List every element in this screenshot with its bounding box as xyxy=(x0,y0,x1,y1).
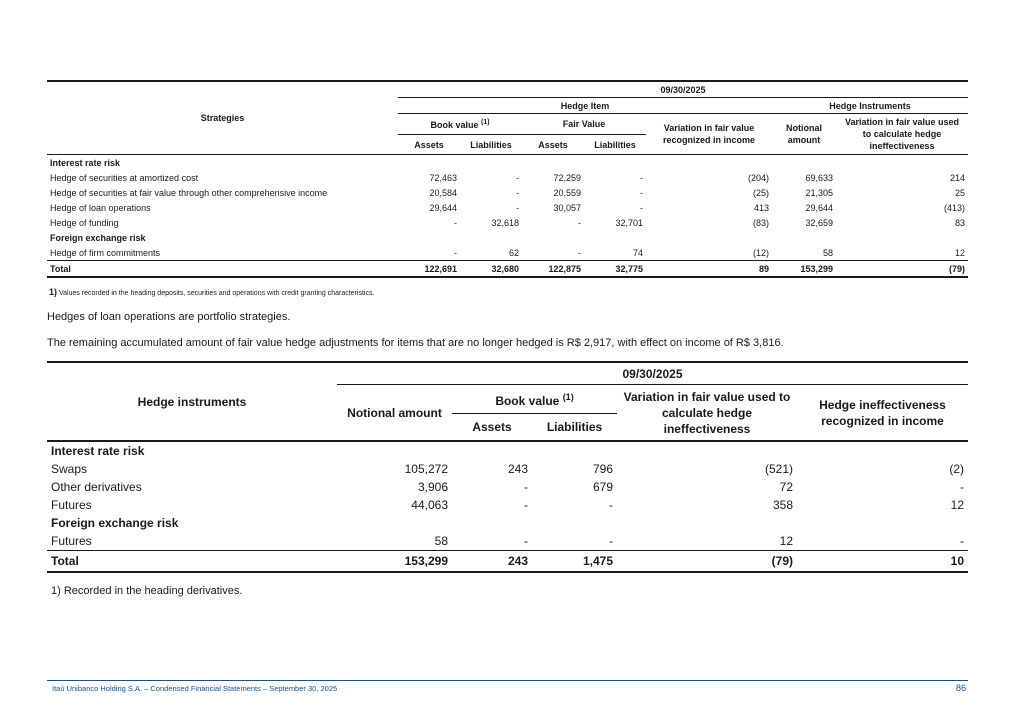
table-cell: 25 xyxy=(954,187,965,198)
table-cell: - xyxy=(578,247,581,258)
table-cell: - xyxy=(524,498,528,512)
table-cell: (83) xyxy=(752,217,769,228)
table-cell: 58 xyxy=(822,247,833,258)
table-cell: (413) xyxy=(943,202,965,213)
table-cell: 32,618 xyxy=(491,217,519,228)
book-value-header: Book value $^{(1)}$ xyxy=(398,114,522,135)
table-cell: - xyxy=(609,534,613,548)
table2-footnote: 1) Recorded in the heading derivatives. xyxy=(51,585,243,597)
table-cell: - xyxy=(640,187,643,198)
total-cell: 32,775 xyxy=(584,261,646,278)
table-cell: 62 xyxy=(508,247,519,258)
total-label: Total xyxy=(47,551,337,573)
table-cell: 413 xyxy=(753,202,769,213)
strategies-header: Strategies xyxy=(47,81,398,155)
table-cell: - xyxy=(524,480,528,494)
table-cell: 12 xyxy=(954,247,965,258)
fv-assets-header: Assets xyxy=(522,135,584,155)
total-cell: 243 xyxy=(452,551,532,573)
footer-divider xyxy=(47,680,968,681)
hedge-instruments-header: Hedge instruments xyxy=(47,362,337,441)
book-value-header: Book value $^{(1)}$ xyxy=(452,385,617,414)
table-cell: - xyxy=(454,247,457,258)
table-cell: 72,463 xyxy=(429,172,457,183)
table-row xyxy=(47,200,968,215)
table-cell: (25) xyxy=(752,187,769,198)
paragraph-portfolio: Hedges of loan operations are portfolio strategies. xyxy=(47,311,291,323)
row-label: Hedge of firm commitments xyxy=(50,247,161,258)
table-cell: 32,701 xyxy=(615,217,643,228)
table-cell: - xyxy=(609,498,613,512)
row-label: Hedge of loan operations xyxy=(50,202,151,213)
total-cell: 122,691 xyxy=(398,261,460,278)
notional-header: Notional amount xyxy=(772,114,836,155)
hedge-instruments-table xyxy=(47,361,968,573)
total-cell: 89 xyxy=(646,261,772,278)
table-row xyxy=(47,496,968,514)
table-cell: 105,272 xyxy=(404,462,448,476)
row-label: Futures xyxy=(51,498,92,512)
total-label: Total xyxy=(47,261,398,278)
table-cell: 12 xyxy=(950,498,964,512)
row-label: Swaps xyxy=(51,462,88,476)
table-cell: 30,057 xyxy=(553,202,581,213)
table-row xyxy=(47,478,968,496)
row-label: Hedge of securities at amortized cost xyxy=(50,172,199,183)
table-row xyxy=(47,215,968,230)
ineff-income-header: Hedge ineffectiveness recognized in income xyxy=(797,385,968,442)
table-cell: 12 xyxy=(779,534,793,548)
table-cell: - xyxy=(578,217,581,228)
table1-footnote: 1) Values recorded in the heading deposits, securities and operations with credit granting characteristics. xyxy=(49,287,375,297)
table-cell: - xyxy=(524,534,528,548)
total-cell: 1,475 xyxy=(532,551,617,573)
total-cell: 153,299 xyxy=(337,551,452,573)
table-cell: 69,633 xyxy=(805,172,833,183)
table-cell: - xyxy=(516,187,519,198)
table-row xyxy=(47,185,968,200)
table-cell: 3,906 xyxy=(417,480,448,494)
section-heading: Interest rate risk xyxy=(51,444,145,458)
notional-header: Notional amount xyxy=(337,385,452,442)
fv-liabilities-header: Liabilities xyxy=(584,135,646,155)
table-cell: 243 xyxy=(507,462,528,476)
table-cell: - xyxy=(516,172,519,183)
hedge-instruments-header: Hedge Instruments xyxy=(772,98,968,114)
table-row xyxy=(47,245,968,261)
table-cell: 214 xyxy=(949,172,965,183)
total-cell: (79) xyxy=(617,551,797,573)
table-cell: 74 xyxy=(632,247,643,258)
section-heading-row xyxy=(47,230,968,245)
table-cell: 29,644 xyxy=(429,202,457,213)
table-cell: 796 xyxy=(592,462,613,476)
table-cell: - xyxy=(640,202,643,213)
table-cell: (521) xyxy=(764,462,793,476)
row-label: Hedge of securities at fair value through other comprehensive income xyxy=(50,187,328,198)
section-heading-row xyxy=(47,155,968,171)
table-row xyxy=(47,170,968,185)
table-cell: 20,559 xyxy=(553,187,581,198)
section-heading: Interest rate risk xyxy=(50,157,121,168)
table-cell: 20,584 xyxy=(429,187,457,198)
table-cell: - xyxy=(640,172,643,183)
table-cell: (2) xyxy=(949,462,964,476)
table-cell: 29,644 xyxy=(805,202,833,213)
bv-liabilities-header: Liabilities xyxy=(532,414,617,442)
date-header: 09/30/2025 xyxy=(337,362,968,385)
table-cell: - xyxy=(516,202,519,213)
row-label: Other derivatives xyxy=(51,480,142,494)
total-cell: 122,875 xyxy=(522,261,584,278)
page-number: 86 xyxy=(955,683,966,693)
variation-ineff-header: Variation in fair value used to calculate hedge ineffectiveness xyxy=(617,385,797,442)
bv-liabilities-header: Liabilities xyxy=(460,135,522,155)
row-label: Futures xyxy=(51,534,92,548)
row-label: Hedge of funding xyxy=(50,217,119,228)
table-cell: (204) xyxy=(747,172,769,183)
table-cell: 32,659 xyxy=(805,217,833,228)
fair-value-header: Fair Value xyxy=(522,114,646,135)
section-heading: Foreign exchange risk xyxy=(50,232,146,243)
date-header: 09/30/2025 xyxy=(398,81,968,98)
total-cell: 153,299 xyxy=(772,261,836,278)
table-cell: 44,063 xyxy=(411,498,448,512)
bv-assets-header: Assets xyxy=(398,135,460,155)
section-heading-row xyxy=(47,514,968,532)
table-cell: 83 xyxy=(954,217,965,228)
table-cell: 679 xyxy=(592,480,613,494)
variation-income-header: Variation in fair value recognized in income xyxy=(646,114,772,155)
hedge-item-header: Hedge Item xyxy=(398,98,772,114)
table-cell: 72,259 xyxy=(553,172,581,183)
bv-assets-header: Assets xyxy=(452,414,532,442)
table-cell: 58 xyxy=(434,534,448,548)
paragraph-remaining-adjustments: The remaining accumulated amount of fair value hedge adjustments for items that are no longer hedged is R$ 2,917, with effect on income of R$ 3,816. xyxy=(47,337,784,349)
variation-ineff-header: Variation in fair value used to calculate hedge ineffectiveness xyxy=(836,114,968,155)
table-row xyxy=(47,460,968,478)
total-cell: (79) xyxy=(836,261,968,278)
total-cell: 10 xyxy=(797,551,968,573)
table-cell: 358 xyxy=(772,498,793,512)
hedge-strategies-table xyxy=(47,80,968,278)
table-cell: - xyxy=(454,217,457,228)
total-cell: 32,680 xyxy=(460,261,522,278)
section-heading-row xyxy=(47,441,968,460)
footer-text: Itaú Unibanco Holding S.A. – Condensed Financial Statements – September 30, 2025 xyxy=(52,684,338,693)
section-heading: Foreign exchange risk xyxy=(51,516,179,530)
table-cell: 72 xyxy=(779,480,793,494)
table-cell: - xyxy=(960,534,964,548)
table-cell: - xyxy=(960,480,964,494)
table-cell: 21,305 xyxy=(805,187,833,198)
table-cell: (12) xyxy=(752,247,769,258)
table-row xyxy=(47,532,968,551)
